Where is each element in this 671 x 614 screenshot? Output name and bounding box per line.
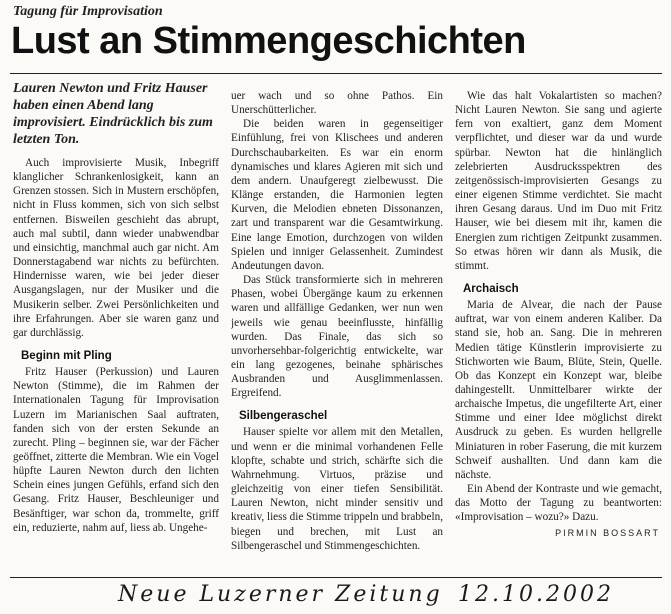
paragraph: Ein Abend der Kontraste und wie gemacht, das Motto der Tagung zu beantworten: «Improvisation – wozu?» Dazu. bbox=[455, 483, 662, 524]
paragraph: Das Stück transformierte sich in mehreren Phasen, wobei Übergänge kaum zu erkennen waren und allfällige Gedanken, wer nun wen jeweils wie genau beeinflusste, hinfällig wurden. Das Finale, das sich so unvorhersehbar-folgerichtig entwickelte, war ein lang gezogenes, beinahe sphärisches Ausbranden und Ausglimmenlassen. Ergreifend. bbox=[231, 274, 443, 400]
article-headline: Lust an Stimmengeschichten bbox=[11, 20, 526, 62]
paragraph: Hauser spielte vor allem mit den Metallen, und wenn er die minimal vorhandenen Felle klopfte, schabte und strich, schärfte sich die Wahrnehmung. Virtuos, präzise und gleichzeitig von einer tiefen Sensibilität. Lauren Newton, nicht minder sensitiv und kreativ, liess die Stimme trippeln und brabbeln, biegen und brechen, mit Lust an Silbengeraschel und Stimmengeschichten. bbox=[231, 426, 443, 552]
subheading-archaisch: Archaisch bbox=[463, 283, 519, 296]
column-1 bbox=[13, 80, 219, 570]
article-kicker: Tagung für Improvisation bbox=[13, 4, 163, 19]
paragraph: uer wach und so ohne Pathos. Ein Unerschütterlicher. bbox=[231, 90, 443, 117]
paragraph: Maria de Alvear, die nach der Pause auftrat, war von einem anderen Kaliber. Da stand sie, hob an. Sang. Die in mehreren Medien tätige Künstlerin improvisierte zu Stichworten wie Baum, Blüte, Stein, Quelle. Ob das Konzept ein Konzept war, bleibe dahingestellt. Unmittelbarer wirkte der archaische Impetus, die ungefilterte Art, einer Stimme und einer Idee möglichst direkt Ausdruck zu geben. Es wurden hellgrelle Miniaturen in rober Faserung, die mit kurzem Schweif aushallten. Und dann kam die nächste. bbox=[455, 299, 662, 481]
paragraph: Die beiden waren in gegenseitiger Einfühlung, frei von Klischees und anderen Durchschaubarkeiten. Es war ein enorm dynamisches und klares Agieren mit sich und dem andern. Unaufgeregt zielbewusst. Die Klänge erstanden, die Harmonien legten Kurven, die Melodien ebneten Dissonanzen, zart und transparent war die Gesamtwirkung. Eine lange Emotion, durchzogen von wilden Spielen und inniger Gelassenheit. Zumindest Andeutungen davon. bbox=[231, 118, 443, 272]
author-byline: PIRMIN BOSSART bbox=[555, 527, 660, 538]
subheading-beginn: Beginn mit Pling bbox=[21, 350, 112, 363]
handwritten-date: 12.10.2002 bbox=[458, 582, 614, 607]
article-lead: Lauren Newton und Fritz Hauser haben einen Abend lang improvisiert. Eindrücklich bis zum letzten Ton. bbox=[13, 81, 213, 147]
column-2 bbox=[231, 89, 443, 579]
bottom-rule bbox=[10, 577, 662, 578]
handwritten-source: Neue Luzerner Zeitung bbox=[118, 582, 443, 607]
paragraph: Fritz Hauser (Perkussion) und Lauren Newton (Stimme), die im Rahmen der Internationalen Tagung für Improvisation Luzern im Marianischen Saal auftraten, fanden sich von der ersten Sekunde an zurecht. Pling – beginnen sie, war der Fächer geöffnet, zitterte die Membran. Wie ein Vogel hüpfte Lauren Newton durch den lichten Schein eines jungen Gefühls, erfand sich den Gesang. Fritz Hauser, Beschleuniger und Besänftiger, war schon da, trommelte, griff ein, reduzierte, nahm auf, liess ab. Ungehe- bbox=[13, 366, 219, 534]
top-rule bbox=[10, 73, 662, 74]
paragraph: Auch improvisierte Musik, Inbegriff klanglicher Schrankenlosigkeit, kann an Grenzen stossen. Sich in Mustern erschöpfen, nicht in Fluss kommen, sich von sich selbst entfernen. Bisweilen geschieht das abrupt, auch mal subtil, dann wieder unabwendbar und einsichtig, manchmal auch gar nicht. Am Donnerstagabend war nichts zu befürchten. Hindernisse waren, wie bei jeder dieser Ausgangslagen, nur der Musiker und die Musikerin selber. Zwei Persönlichkeiten und ihre Erfahrungen. Aber sie waren ganz und gar durchlässig. bbox=[13, 157, 219, 339]
paragraph: Wie das halt Vokalartisten so machen? Nicht Lauren Newton. Sie sang und agierte fern von exaltiert, ganz dem Moment verpflichtet, und dieser war da und wurde spürbar. Newton hat die hinlänglich zelebrierten Ausdrucksspektren des zeitgenössisch-improvisierten Gesangs zu einer eigenen Stimme verdichtet. Sie macht ihren Gesang daraus. Und im Duo mit Fritz Hauser, wie bei diesem mit ihr, kamen die Energien zum richtigen Zeitpunkt zusammen. So etwas hören wir dann als Musik, die stimmt. bbox=[455, 90, 662, 272]
subheading-silbengeraschel: Silbengeraschel bbox=[239, 410, 328, 423]
column-3 bbox=[455, 89, 662, 579]
